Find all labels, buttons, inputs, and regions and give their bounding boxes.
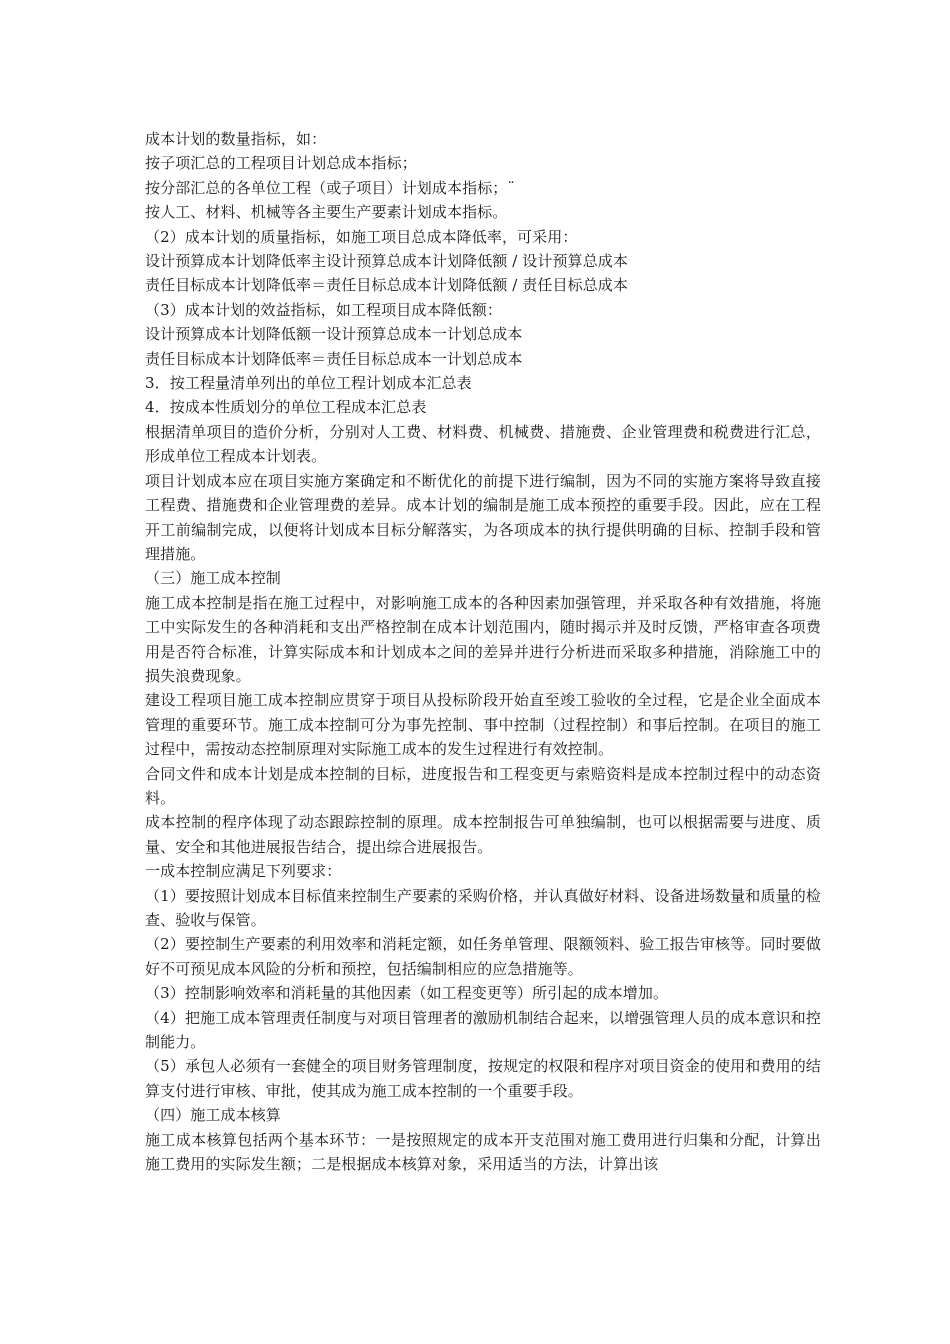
- paragraph: 根据清单项目的造价分析，分别对人工费、材料费、机械费、措施费、企业管理费和税费进行汇总，形成单位工程成本计划表。: [145, 422, 821, 466]
- section-heading: （四）施工成本核算: [145, 1106, 281, 1125]
- formula-line: 设计预算成本计划降低率主设计预算总成本计划降低额 / 设计预算总成本: [145, 252, 628, 271]
- formula-line: 设计预算成本计划降低额一设计预算总成本一计划总成本: [145, 325, 523, 344]
- section-heading: （三）施工成本控制: [145, 569, 281, 588]
- list-item: （3）控制影响效率和消耗量的其他因素（如工程变更等）所引起的成本增加。: [145, 984, 669, 1003]
- text-line: 成本计划的数量指标，如：: [145, 130, 327, 148]
- text-line: 按人工、材料、机械等各主要生产要素计划成本指标。: [145, 203, 508, 222]
- text-line: 按分部汇总的各单位工程（或子项目）计划成本指标；¨: [145, 178, 516, 197]
- list-item: （5）承包人必须有一套健全的项目财务管理制度，按规定的权限和程序对项目资金的使用和费用的结算支付进行审核、审批，使其成为施工成本控制的一个重要手段。: [145, 1057, 821, 1100]
- list-item: （2）要控制生产要素的利用效率和消耗定额，如任务单管理、限额领料、验工报告审核等。同时要做好不可预见成本风险的分析和预控，包括编制相应的应急措施等。: [145, 935, 821, 978]
- formula-line: 责任目标成本计划降低率＝责任目标总成本一计划总成本: [145, 349, 523, 368]
- paragraph: 一成本控制应满足下列要求：: [145, 862, 342, 881]
- text-line: 按子项汇总的工程项目计划总成本指标；: [145, 154, 417, 173]
- text-line: （3）成本计划的效益指标，如工程项目成本降低额：: [145, 300, 502, 319]
- paragraph: 项目计划成本应在项目实施方案确定和不断优化的前提下进行编制，因为不同的实施方案将导致直接工程费、措施费和企业管理费的差异。成本计划的编制是施工成本预控的重要手段。因此，应在工程开工前编制完成，以便将计划成本目标分解落实，为各项成本的执行提供明确的目标、控制手段和管理措施。: [145, 471, 821, 563]
- text-line: （2）成本计划的质量指标，如施工项目总成本降低率，可采用：: [145, 227, 578, 246]
- list-item: （1）要按照计划成本目标值来控制生产要素的采购价格，并认真做好材料、设备进场数量和质量的检查、验收与保管。: [145, 886, 821, 929]
- section-heading: 4．按成本性质划分的单位工程成本汇总表: [145, 398, 427, 417]
- document-body: [145, 127, 821, 1176]
- paragraph: 施工成本控制是指在施工过程中，对影响施工成本的各种因素加强管理，并采取各种有效措施，将施工中实际发生的各种消耗和支出严格控制在成本计划范围内，随时揭示并及时反馈，严格审查各项费用是否符合标准，计算实际成本和计划成本之间的差异并进行分析进而采取多种措施，消除施工中的损失浪费现象。: [145, 593, 821, 685]
- section-heading: 3．按工程量清单列出的单位工程计划成本汇总表: [145, 374, 472, 393]
- paragraph: 施工成本核算包括两个基本环节：一是按照规定的成本开支范围对施工费用进行归集和分配，计算出施工费用的实际发生额；二是根据成本核算对象，采用适当的方法，计算出该: [145, 1130, 821, 1174]
- paragraph: 成本控制的程序体现了动态跟踪控制的原理。成本控制报告可单独编制，也可以根据需要与进度、质量、安全和其他进展报告结合，提出综合进展报告。: [145, 813, 821, 856]
- paragraph: 建设工程项目施工成本控制应贯穿于项目从投标阶段开始直至竣工验收的全过程，它是企业全面成本管理的重要环节。施工成本控制可分为事先控制、事中控制（过程控制）和事后控制。在项目的施工过程中，需按动态控制原理对实际施工成本的发生过程进行有效控制。: [145, 691, 821, 759]
- formula-line: 责任目标成本计划降低率＝责任目标总成本计划降低额 / 责任目标总成本: [145, 276, 628, 295]
- paragraph: 合同文件和成本计划是成本控制的目标，进度报告和工程变更与索赔资料是成本控制过程中的动态资料。: [145, 764, 821, 807]
- list-item: （4）把施工成本管理责任制度与对项目管理者的激励机制结合起来，以增强管理人员的成本意识和控制能力。: [145, 1008, 821, 1052]
